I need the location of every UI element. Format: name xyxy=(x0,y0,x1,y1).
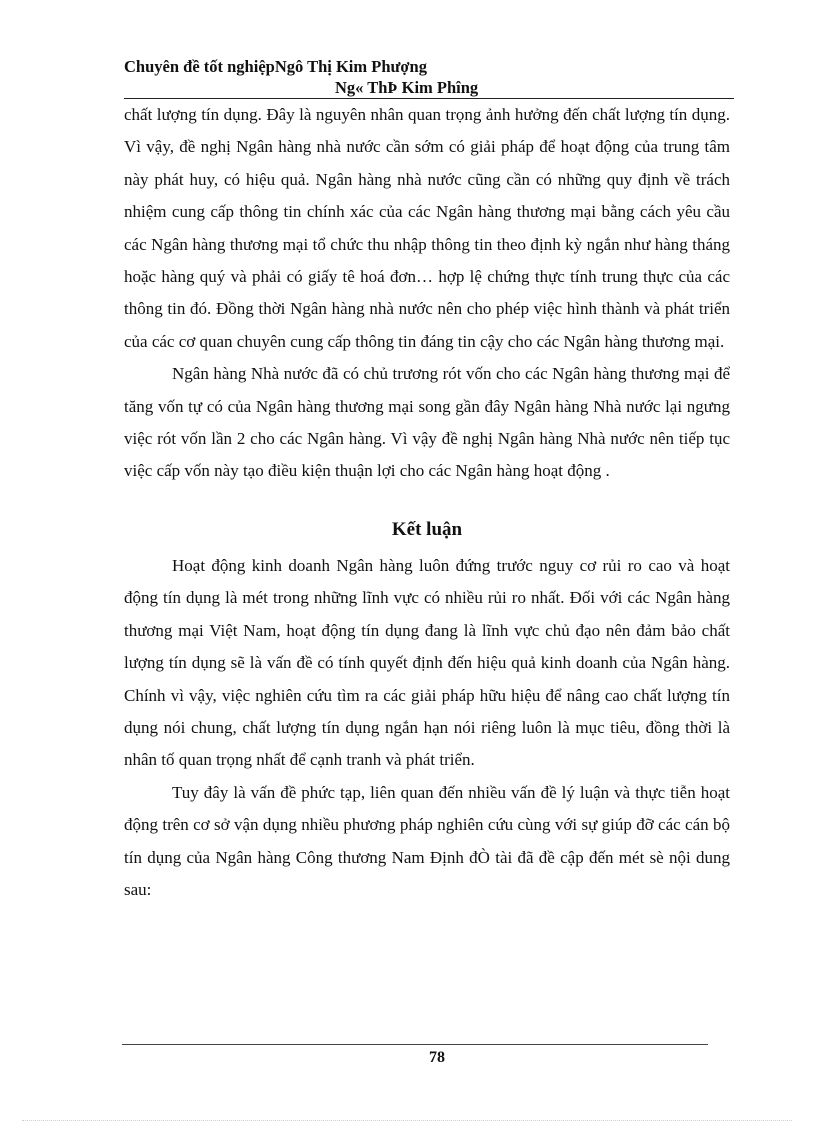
page-body xyxy=(124,99,730,906)
page-header xyxy=(124,56,734,98)
section-spacer xyxy=(124,488,730,514)
page-bottom-border xyxy=(22,1120,792,1121)
section-heading-conclusion: Kết luận xyxy=(391,518,463,540)
footer-divider xyxy=(122,1044,708,1045)
body-paragraph-3: Hoạt động kinh doanh Ngân hàng luôn đứng trước nguy cơ rủi ro cao và hoạt động tín dụng là mét trong những lĩnh vực có nhiều rủi ro nhất. Đối với các Ngân hàng thương mại Việt Nam, hoạt động tín dụng đang là lĩnh vực chủ đạo nên đảm bảo chất lượng tín dụng sẽ là vấn đề có tính quyết định đến hiệu quả kinh doanh của Ngân hàng. Chính vì vậy, việc nghiên cứu tìm ra các giải pháp hữu hiệu để nâng cao chất lượng tín dụng nói chung, chất lượng tín dụng ngắn hạn nói riêng luôn là mục tiêu, đồng thời là nhân tố quan trọng nhất để cạnh tranh và phát triển. xyxy=(124,555,730,770)
body-paragraph-2: Ngân hàng Nhà nước đã có chủ trương rót vốn cho các Ngân hàng thương mại để tăng vốn tự có của Ngân hàng thương mại song gần đây Ngân hàng Nhà nước lại ngưng việc rót vốn lần 2 cho các Ngân hàng. Vì vậy đề nghị Ngân hàng Nhà nước nên tiếp tục việc cấp vốn này tạo điều kiện thuận lợi cho các Ngân hàng hoạt động . xyxy=(124,364,730,481)
body-paragraph-1: chất lượng tín dụng. Đây là nguyên nhân quan trọng ảnh hưởng đến chất lượng tín dụng. Vì vậy, đề nghị Ngân hàng nhà nước cần sớm có giải pháp để hoạt động của trung tâm này phát huy, có hiệu quả. Ngân hàng nhà nước cũng cần có những quy định về trách nhiệm cung cấp thông tin chính xác của các Ngân hàng thương mại bằng cách yêu cầu các Ngân hàng thương mại tổ chức thu nhập thông tin theo định kỳ ngắn như hàng tháng hoặc hàng quý và phải có giấy tê hoá đơn… hợp lệ chứng thực tính trung thực của các thông tin đó. Đồng thời Ngân hàng nhà nước nên cho phép việc hình thành và phát triển của các cơ quan chuyên cung cấp thông tin đáng tin cậy cho các Ngân hàng thương mại. xyxy=(124,105,730,351)
page-number: 78 xyxy=(429,1049,445,1066)
header-title: Chuyên đề tốt nghiệpNgô Thị Kim Phượng xyxy=(124,57,427,76)
body-paragraph-4: Tuy đây là vấn đề phức tạp, liên quan đến nhiều vấn đề lý luận và thực tiễn hoạt động trên cơ sở vận dụng nhiều phương pháp nghiên cứu cùng với sự giúp đỡ các cán bộ tín dụng của Ngân hàng Công thương Nam Định đÒ tài đã đề cập đến mét sè nội dung sau: xyxy=(124,782,730,899)
header-author: Ng« ThÞ Kim Phîng xyxy=(335,78,479,97)
